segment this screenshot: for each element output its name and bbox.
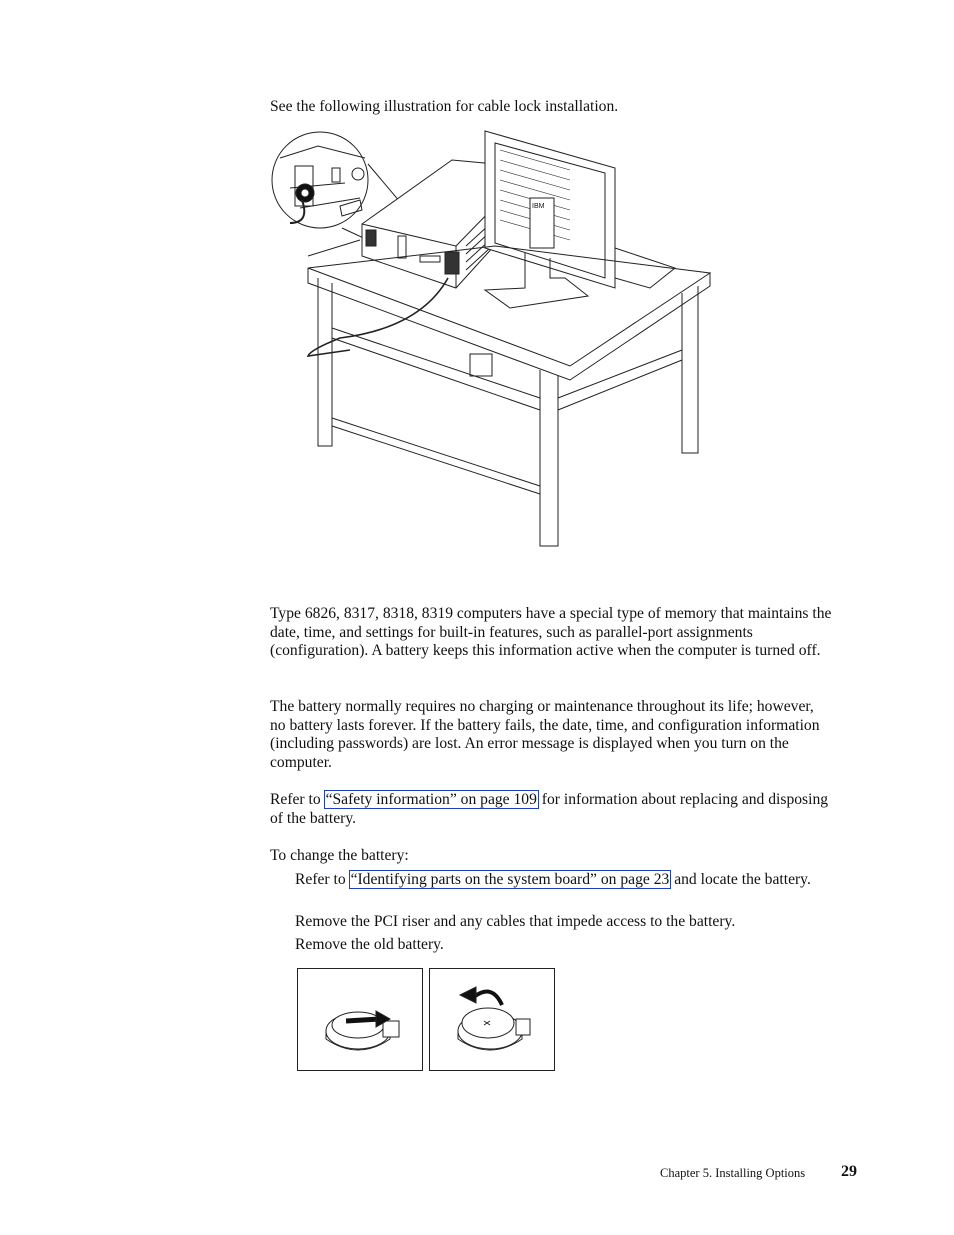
lock-detail-inset: [272, 132, 368, 228]
steps-intro: To change the battery:: [270, 847, 409, 864]
battery-removal-illustration-2: [429, 968, 555, 1071]
safety-information-link[interactable]: “Safety information” on page 109: [325, 791, 537, 808]
cable-lock-illustration: [270, 128, 720, 553]
battery-removal-illustration-1: [297, 968, 423, 1071]
rotate-arrow-icon: [460, 987, 476, 1003]
step-3: Remove the old battery.: [295, 936, 444, 953]
identifying-parts-link[interactable]: “Identifying parts on the system board” on page 23: [350, 871, 670, 888]
monitor-logo: IBM: [532, 203, 545, 210]
footer-page-number: 29: [841, 1163, 857, 1180]
intro-text: See the following illustration for cable lock installation.: [270, 98, 619, 115]
desk: [308, 240, 710, 546]
battery-push-drawing: [298, 969, 422, 1070]
step-1: Refer to “Identifying parts on the system board” on page 23 and locate the battery.: [295, 871, 811, 888]
keyboard: [615, 248, 675, 288]
security-cable: [308, 278, 448, 356]
footer-chapter-title: Chapter 5. Installing Options: [660, 1166, 806, 1180]
computer-case: [362, 160, 495, 288]
safety-reference-paragraph: Refer to “Safety information” on page 109 for information about replacing and disposing of the battery.: [270, 791, 829, 827]
monitor: [485, 131, 615, 308]
step-2: Remove the PCI riser and any cables that impede access to the battery.: [295, 913, 736, 930]
battery-lift-drawing: [430, 969, 554, 1070]
battery-life-paragraph: The battery normally requires no charging or maintenance throughout its life; however, no battery lasts forever. If the battery fails, the date, time, and configuration information (including passwords) are lost. An error message is displayed when you turn on the computer.: [270, 698, 820, 771]
battery-intro-paragraph: Type 6826, 8317, 8318, 8319 computers have a special type of memory that maintains the date, time, and settings for built-in features, such as parallel-port assignments (configuration). A battery keeps this information active when the computer is turned off.: [270, 605, 832, 660]
